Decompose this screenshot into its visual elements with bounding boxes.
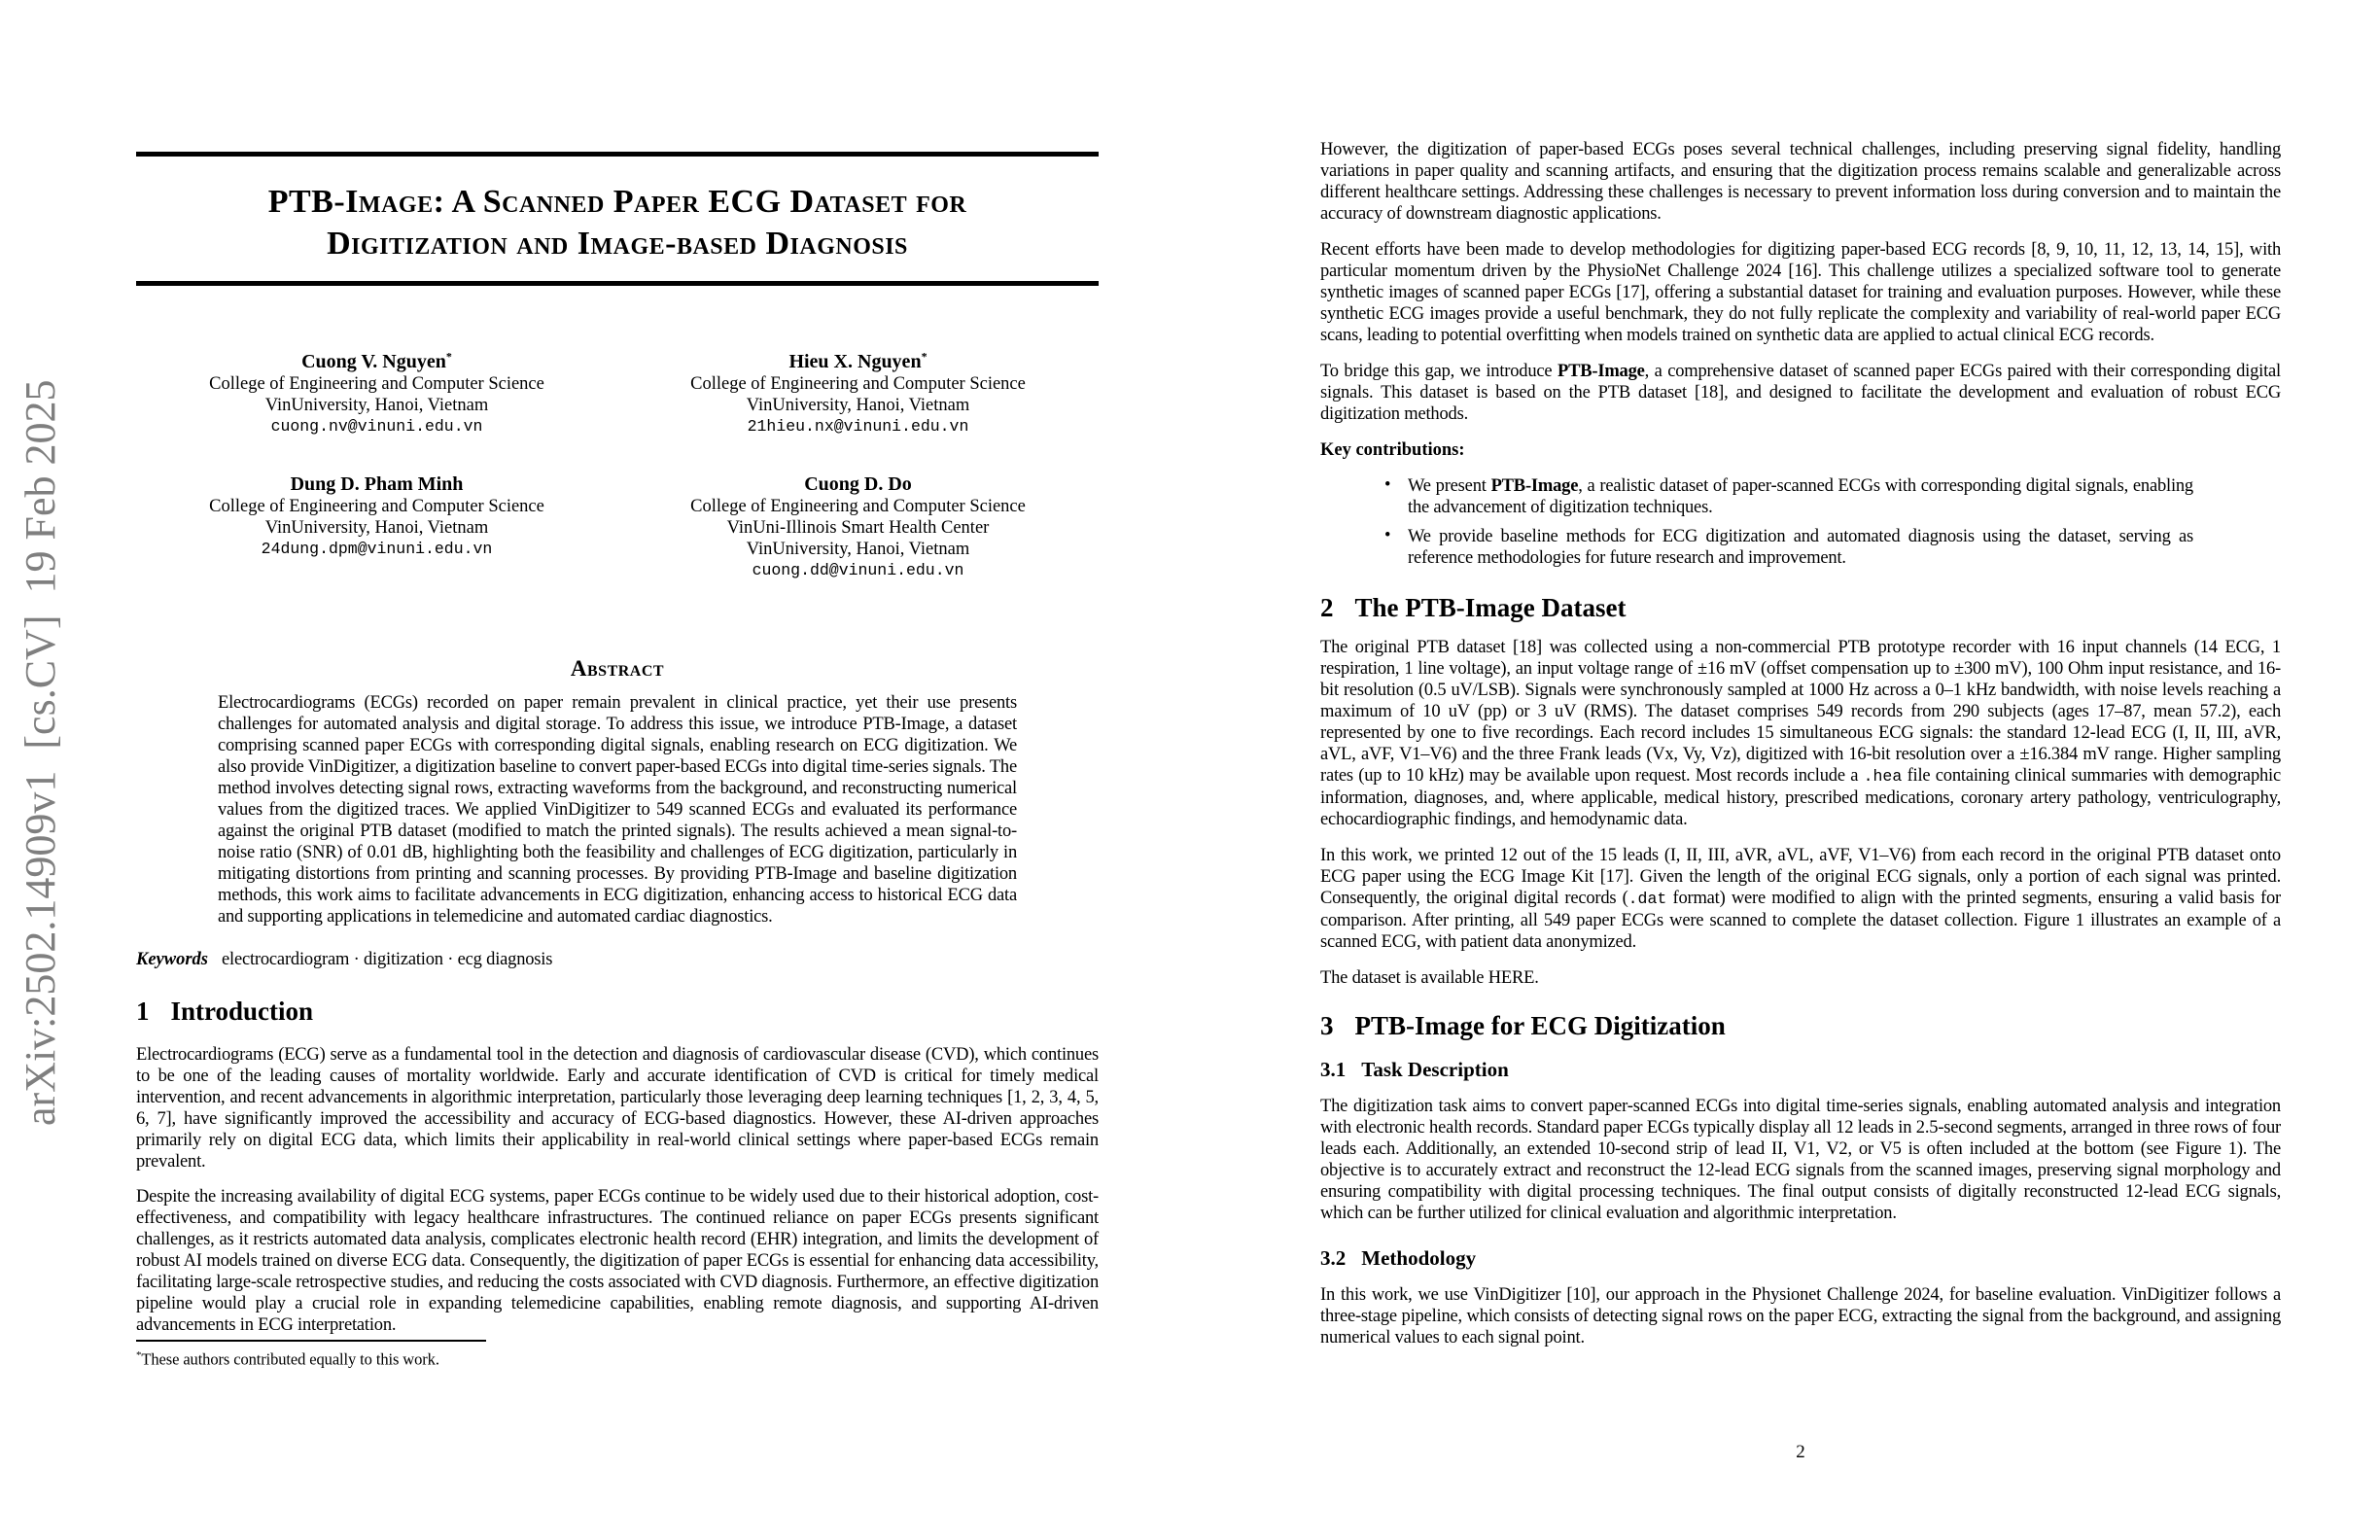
- contribution-list: [1320, 475, 2281, 569]
- footnote-text: These authors contributed equally to this work.: [141, 1349, 439, 1369]
- author-block: [617, 350, 1099, 438]
- subsection-heading-methodology: [1320, 1245, 2281, 1271]
- paragraph-methodology: In this work, we use VinDigitizer [10], our approach in the Physionet Challenge 2024, for baseline evaluation. VinDigitizer follows a three-stage pipeline, which consists of detecting signal rows on the paper ECG, extracting the signal from the background, and assigning numerical values to each signal point.: [1320, 1285, 2281, 1348]
- dat-format: .dat: [1628, 890, 1667, 908]
- subsection-title: Methodology: [1361, 1246, 1477, 1270]
- page-2: [1320, 0, 2281, 1462]
- author-name: [136, 350, 617, 373]
- author-email: 21hieu.nx@vinuni.edu.vn: [747, 417, 969, 436]
- subsection-heading-task-description: [1320, 1057, 2281, 1082]
- paragraph-recent-efforts: Recent efforts have been made to develop methodologies for digitizing paper-based ECG records [8, 9, 10, 11, 12, 13, 14, 15], with particular momentum driven by the PhysioNet Challenge 2024 [16]. This challenge utilizes a specialized software tool to generate synthetic images of scanned paper ECGs [17], offering a substantial dataset for training and evaluation purposes. However, while these synthetic ECG images provide a useful benchmark, they do not fully replicate the complexity and variability of real-world paper ECG scans, leading to potential overfitting when models trained on synthetic data are applied to actual clinical ECG records.: [1320, 240, 2281, 345]
- bullet-icon: •: [1384, 526, 1391, 545]
- author-name: [617, 350, 1099, 373]
- intro-paragraph-2: Despite the increasing availability of digital ECG systems, paper ECGs continue to be widely used due to their historical adoption, cost-effectiveness, and compatibility with legacy healthcare infrastructures. The continued reliance on paper ECGs presents significant challenges, as it restricts automated data analysis, complicates electronic health record (EHR) integration, and limits the development of robust AI models trained on diverse ECG data. Consequently, the digitization of paper ECGs is essential for enhancing data accessibility, facilitating large-scale retrospective studies, and reducing the costs associated with CVD diagnosis. Furthermore, an effective digitization pipeline would play a crucial role in expanding telemedicine capabilities, enabling remote diagnosis, and supporting AI-driven advancements in ECG interpretation.: [136, 1187, 1099, 1335]
- paragraph-challenges: However, the digitization of paper-based ECGs poses several technical challenges, including preserving signal fidelity, handling variations in paper quality and scanning artifacts, and ensuring that the digitization process remains scalable and generalizable across different healthcare settings. Addressing these challenges is necessary to prevent information loss during conversion and to maintain the accuracy of downstream diagnostic applications.: [1320, 140, 2281, 224]
- paragraph-bridge-text: To bridge this gap, we introduce: [1320, 362, 1558, 381]
- key-contributions-label: Key contributions:: [1320, 440, 1465, 460]
- author-block: [617, 472, 1099, 581]
- paragraph-printing-text: In this work, we printed 12 out of the 15 leads (I, II, III, aVR, aVL, aVF, V1–V6) from each record in the original PTB dataset onto ECG paper using the ECG Image Kit [17]. Given the length of the original ECG signals, only a portion of each signal was printed. Consequently, the original digital records (: [1320, 846, 2281, 908]
- author-affiliation: VinUniversity, Hanoi, Vietnam: [746, 540, 970, 559]
- dataset-availability-text: .: [1534, 968, 1539, 988]
- abstract-heading: Abstract: [570, 656, 665, 681]
- section-number: 3: [1320, 1011, 1334, 1040]
- section-title: PTB-Image for ECG Digitization: [1354, 1011, 1726, 1040]
- title-rule-bottom: [136, 281, 1099, 286]
- paragraph-bridge: [1320, 361, 2281, 425]
- authors-row-1: [136, 350, 1099, 438]
- authors-row-2: [136, 472, 1099, 581]
- contribution-item: [1320, 475, 2193, 518]
- paragraph-ptb-dataset: [1320, 637, 2281, 830]
- keywords-line: [136, 949, 1099, 970]
- paragraph-bridge-text: , a comprehensive dataset of scanned paper ECGs paired with their corresponding digital signals. This dataset is based on the PTB dataset [18], and designed to facilitate the development and evaluation of robust ECG digitization methods.: [1320, 362, 2281, 424]
- subsection-number: 3.2: [1320, 1246, 1347, 1270]
- paper-title-line-2: Digitization and Image-based Diagnosis: [327, 226, 908, 262]
- author-affiliation: College of Engineering and Computer Science: [690, 497, 1026, 516]
- paragraph-printing: [1320, 845, 2281, 953]
- subsection-number: 3.1: [1320, 1058, 1347, 1081]
- author-email: 24dung.dpm@vinuni.edu.vn: [261, 540, 493, 558]
- footnote-rule: [136, 1340, 486, 1342]
- ptb-image-bold: PTB-Image: [1490, 476, 1579, 496]
- section-heading-ecg-digitization: [1320, 1010, 2281, 1041]
- author-name-text: Hieu X. Nguyen: [788, 351, 922, 372]
- arxiv-watermark: arXiv:2502.14909v1 [cs.CV] 19 Feb 2025: [17, 379, 64, 1126]
- author-email: cuong.nv@vinuni.edu.vn: [270, 417, 483, 436]
- abstract-text: Electrocardiograms (ECGs) recorded on paper remain prevalent in clinical practice, yet their use presents challenges for automated analysis and digital storage. To address this issue, we introduce PTB-Image, a dataset comprising scanned paper ECGs with corresponding digital signals, enabling research on ECG digitization. We also provide VinDigitizer, a digitization baseline to convert paper-based ECGs into digital time-series signals. The method involves detecting signal rows, extracting waveforms from the background, and reconstructing numerical values from the digitized traces. We applied VinDigitizer to 549 scanned ECGs and evaluated its performance against the original PTB dataset (modified to match the printed signals). The results achieved a mean signal-to-noise ratio (SNR) of 0.01 dB, highlighting both the feasibility and challenges of ECG digitization, particularly in mitigating distortions from printing and scanning processes. By providing PTB-Image and baseline digitization methods, this work aims to facilitate advancements in ECG digitization, enhancing access to historical ECG data and supporting applications in telemedicine and automated cardiac diagnostics.: [218, 693, 1017, 927]
- dataset-link[interactable]: HERE: [1488, 968, 1535, 988]
- page-number: 2: [1796, 1442, 1805, 1462]
- ptb-image-bold: PTB-Image: [1558, 362, 1645, 381]
- paragraph-task-description: The digitization task aims to convert paper-scanned ECGs into digital time-series signals, enabling automated analysis and integration with electronic health records. Standard paper ECGs typically display all 12 leads in 2.5-second segments, arranged in three rows of four leads each. Additionally, an extended 10-second strip of lead II, V1, V2, or V5 is often included at the bottom (see Figure 1). The objective is to accurately extract and reconstruct the 12-lead ECG signals from the scanned images, preserving signal morphology and ensuring compatibility with digital processing techniques. The final output consists of digitally reconstructed 12-lead ECG signals, which can be further utilized for clinical evaluation and algorithmic interpretation.: [1320, 1097, 2281, 1223]
- author-block: [136, 472, 617, 581]
- title-rule-top: [136, 152, 1099, 157]
- author-name-text: Dung D. Pham Minh: [290, 473, 464, 495]
- author-name-text: Cuong V. Nguyen: [301, 351, 446, 372]
- author-affiliation: VinUni-Illinois Smart Health Center: [726, 518, 990, 538]
- intro-paragraph-1: Electrocardiograms (ECG) serve as a fundamental tool in the detection and diagnosis of cardiovascular disease (CVD), which continues to be one of the leading causes of mortality worldwide. Early and accurate identification of CVD is critical for timely medical intervention, and recent advancements in algorithmic interpretation, particularly those leveraging deep learning techniques [1, 2, 3, 4, 5, 6, 7], have significantly improved the accessibility and accuracy of ECG-based diagnostics. However, these AI-driven approaches primarily rely on digital ECG data, which limits their applicability in real-world clinical settings where paper-based ECGs remain prevalent.: [136, 1045, 1099, 1172]
- author-block: [136, 350, 617, 438]
- author-name-text: Cuong D. Do: [804, 473, 912, 495]
- author-affiliation: VinUniversity, Hanoi, Vietnam: [264, 518, 489, 538]
- section-title: The PTB-Image Dataset: [1354, 593, 1627, 622]
- author-name: [617, 472, 1099, 496]
- footnote-mark: *: [136, 1349, 142, 1361]
- bullet-icon: •: [1384, 475, 1391, 495]
- author-footnote-mark: *: [921, 349, 928, 364]
- paragraph-printing-text: format) were modified to align with the printed segments, ensuring a valid basis for comparison. After printing, all 549 paper ECGs were scanned to complete the dataset collection. Figure 1 illustrates an example of a scanned ECG, with patient data anonymized.: [1320, 889, 2281, 952]
- paragraph-ptb-text: file containing clinical summaries with demographic information, diagnoses, and, where applicable, medical history, prescribed medications, coronary artery pathology, ventriculography, echocardiographic findings, and hemodynamic data.: [1320, 766, 2281, 829]
- paper-title-line-1: PTB-Image: A Scanned Paper ECG Dataset for: [267, 184, 967, 220]
- contribution-text: We present: [1408, 476, 1491, 496]
- section-heading-introduction: [136, 996, 1099, 1027]
- author-email: cuong.dd@vinuni.edu.vn: [752, 561, 964, 579]
- contribution-text: , a realistic dataset of paper-scanned ECGs with corresponding digital signals, enabling the advancement of digitization techniques.: [1408, 476, 2193, 517]
- keywords-label: Keywords: [136, 950, 208, 969]
- keywords-text: electrocardiogram · digitization · ecg diagnosis: [222, 950, 553, 969]
- author-affiliation: College of Engineering and Computer Science: [690, 374, 1026, 394]
- paragraph-ptb-text: The original PTB dataset [18] was collected using a non-commercial PTB prototype recorder with 16 input channels (14 ECG, 1 respiration, 1 line voltage), an input voltage range of ±16 mV (offset compensation up to ±300 mV), 100 Ohm input resistance, and 16-bit resolution (0.5 uV/LSB). Signals were synchronously sampled at 1000 Hz across a 0–1 kHz bandwidth, with noise levels reaching a maximum of 10 uV (pp) or 3 uV (RMS). The dataset comprises 549 records from 290 subjects (ages 17–87, mean 57.2), each represented by one to five recordings. Each record includes 15 simultaneous ECG signals: the standard 12-lead ECG (I, II, III, aVR, aVL, aVF, V1–V6) and the three Frank leads (Vx, Vy, Vz), digitized with 16-bit resolution over a ±16.384 mV range. Higher sampling rates (up to 10 kHz) may be available upon request. Most records include a: [1320, 638, 2281, 786]
- contribution-text: We provide baseline methods for ECG digitization and automated diagnosis using the dataset, serving as reference methodologies for future research and improvement.: [1408, 527, 2193, 568]
- contribution-item: [1320, 526, 2193, 569]
- author-affiliation: VinUniversity, Hanoi, Vietnam: [746, 396, 970, 415]
- author-affiliation: VinUniversity, Hanoi, Vietnam: [264, 396, 489, 415]
- author-affiliation: College of Engineering and Computer Science: [209, 374, 544, 394]
- author-footnote-mark: *: [445, 349, 452, 364]
- page-1: [136, 0, 1099, 1370]
- section-number: 1: [136, 997, 150, 1026]
- author-affiliation: College of Engineering and Computer Science: [209, 497, 544, 516]
- dataset-availability-line: [1320, 967, 2281, 989]
- footnote: [136, 1346, 1099, 1370]
- subsection-title: Task Description: [1361, 1058, 1509, 1081]
- section-title: Introduction: [170, 997, 314, 1026]
- section-heading-ptb-image-dataset: [1320, 592, 2281, 623]
- hea-filename: .hea: [1863, 767, 1903, 786]
- author-name: [136, 472, 617, 496]
- dataset-availability-text: The dataset is available: [1320, 968, 1488, 988]
- paper-title: [136, 181, 1099, 264]
- section-number: 2: [1320, 593, 1334, 622]
